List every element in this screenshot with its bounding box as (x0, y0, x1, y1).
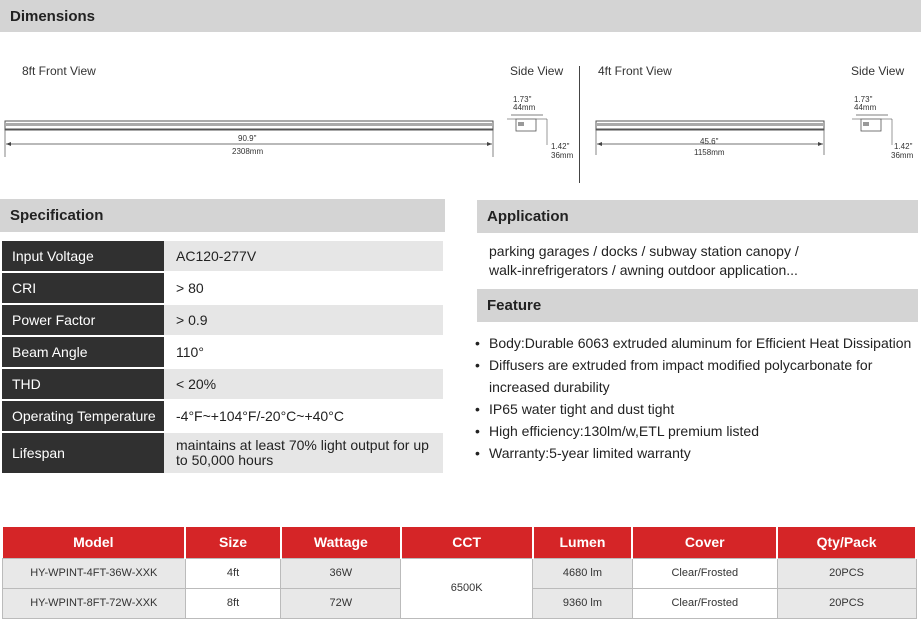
model-table (2, 527, 917, 619)
header-qty-pack: Qty/Pack (777, 527, 916, 558)
model-table-header (3, 527, 917, 558)
spec-key: Beam Angle (2, 337, 164, 369)
4ft-width-mm: 44mm (854, 103, 877, 112)
application-text (489, 242, 909, 280)
table-row (3, 558, 917, 588)
header-lumen: Lumen (533, 527, 633, 558)
feature-header (477, 289, 918, 322)
application-header (477, 200, 918, 233)
specification-header (0, 199, 445, 232)
size-cell: 8ft (185, 588, 281, 618)
feature-item: • Diffusers are extruded from impact modified polycarbonate for increased durability (475, 354, 915, 398)
header-cct: CCT (401, 527, 533, 558)
model-cell: HY-WPINT-8FT-72W-XXK (3, 588, 186, 618)
application-line: parking garages / docks / subway station canopy / (489, 243, 799, 259)
4ft-height-mm: 36mm (891, 151, 914, 160)
header-wattage: Wattage (281, 527, 401, 558)
lumen-cell: 9360 lm (533, 588, 633, 618)
cct-cell: 6500K (401, 558, 533, 618)
dimensions-header (0, 0, 921, 32)
spec-value: maintains at least 70% light output for up to 50,000 hours (164, 433, 443, 475)
4ft-width-inch: 1.73" (854, 95, 873, 104)
spec-key: CRI (2, 273, 164, 305)
8ft-height-mm: 36mm (551, 151, 574, 160)
feature-title: Feature (487, 297, 542, 314)
spec-key: Operating Temperature (2, 401, 164, 433)
spec-row (2, 273, 443, 305)
feature-item: • Body:Durable 6063 extruded aluminum for Efficient Heat Dissipation (475, 332, 915, 354)
feature-item: • IP65 water tight and dust tight (475, 398, 915, 420)
8ft-width-mm: 44mm (513, 103, 536, 112)
header-model: Model (3, 527, 186, 558)
4ft-front-view-label: 4ft Front View (598, 64, 672, 78)
application-title: Application (487, 208, 569, 225)
feature-item: • High efficiency:130lm/w,ETL premium listed (475, 420, 915, 442)
8ft-length-inch: 90.9" (238, 134, 257, 143)
spec-value: 110° (164, 337, 443, 369)
spec-row (2, 401, 443, 433)
application-line: walk-inrefrigerators / awning outdoor application... (489, 262, 798, 278)
8ft-side-view-label: Side View (510, 64, 564, 78)
lumen-cell: 4680 lm (533, 558, 633, 588)
spec-row (2, 369, 443, 401)
spec-key: Power Factor (2, 305, 164, 337)
spec-key: Input Voltage (2, 241, 164, 273)
spec-value: > 0.9 (164, 305, 443, 337)
8ft-height-inch: 1.42" (551, 142, 570, 151)
4ft-side-view-label: Side View (851, 64, 905, 78)
8ft-length-mm: 2308mm (232, 147, 264, 156)
wattage-cell: 72W (281, 588, 401, 618)
size-cell: 4ft (185, 558, 281, 588)
wattage-cell: 36W (281, 558, 401, 588)
spec-row (2, 433, 443, 475)
spec-value: -4°F~+104°F/-20°C~+40°C (164, 401, 443, 433)
qty-cell: 20PCS (777, 588, 916, 618)
8ft-front-view-label: 8ft Front View (22, 64, 96, 78)
spec-value: > 80 (164, 273, 443, 305)
4ft-length-mm: 1158mm (694, 148, 725, 157)
spec-key: THD (2, 369, 164, 401)
cover-cell: Clear/Frosted (632, 558, 777, 588)
header-cover: Cover (632, 527, 777, 558)
cover-cell: Clear/Frosted (632, 588, 777, 618)
spec-key: Lifespan (2, 433, 164, 475)
spec-row (2, 337, 443, 369)
model-cell: HY-WPINT-4FT-36W-XXK (3, 558, 186, 588)
feature-list (475, 332, 915, 464)
spec-row (2, 241, 443, 273)
8ft-width-inch: 1.73" (513, 95, 532, 104)
spec-row (2, 305, 443, 337)
feature-item: • Warranty:5-year limited warranty (475, 442, 915, 464)
spec-value: < 20% (164, 369, 443, 401)
specification-table (2, 241, 443, 475)
spec-value: AC120-277V (164, 241, 443, 273)
dimension-divider (579, 66, 580, 183)
specification-title: Specification (10, 207, 104, 224)
4ft-length-inch: 45.6" (700, 137, 719, 146)
qty-cell: 20PCS (777, 558, 916, 588)
header-size: Size (185, 527, 281, 558)
dimensions-title: Dimensions (10, 7, 96, 25)
4ft-height-inch: 1.42" (894, 142, 913, 151)
